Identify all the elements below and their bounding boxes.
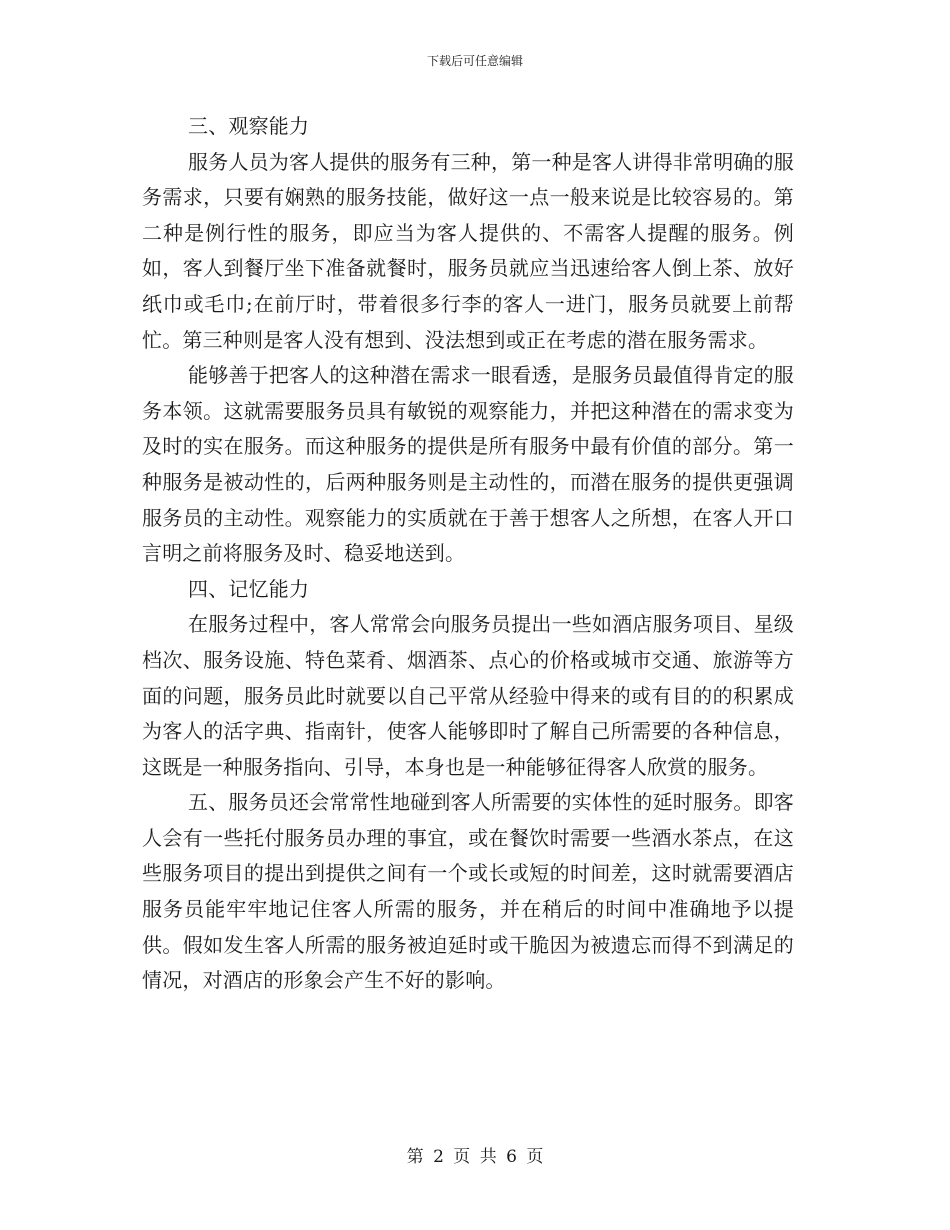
- document-body: [142, 109, 794, 999]
- page-number-footer: 第 2 页 共 6 页: [406, 1147, 544, 1167]
- paragraph: 五、服务员还会常常性地碰到客人所需要的实体性的延时服务。即客人会有一些托付服务员办理的事宜，或在餐饮时需要一些酒水茶点，在这些服务项目的提出到提供之间有一个或长或短的时间差，这时就需要酒店服务员能牢牢地记住客人所需的服务，并在稍后的时间中准确地予以提供。假如发生客人所需的服务被迫延时或干脆因为被遗忘而得不到满足的情况，对酒店的形象会产生不好的影响。: [142, 790, 794, 993]
- paragraph: 在服务过程中，客人常常会向服务员提出一些如酒店服务项目、星级档次、服务设施、特色菜肴、烟酒茶、点心的价格或城市交通、旅游等方面的问题，服务员此时就要以自己平常从经验中得来的或有目的的积累成为客人的活字典、指南针，使客人能够即时了解自己所需要的各种信息，这既是一种服务指向、引导，本身也是一种能够征得客人欣赏的服务。: [142, 612, 794, 779]
- section-heading-memory: 四、记忆能力: [188, 576, 310, 601]
- paragraph: 能够善于把客人的这种潜在需求一眼看透，是服务员最值得肯定的服务本领。这就需要服务员具有敏锐的观察能力，并把这种潜在的需求变为及时的实在服务。而这种服务的提供是所有服务中最有价值的部分。第一种服务是被动性的，后两种服务则是主动性的，而潜在服务的提供更强调服务员的主动性。观察能力的实质就在于善于想客人之所想，在客人开口言明之前将服务及时、稳妥地送到。: [142, 363, 794, 566]
- paragraph: 服务人员为客人提供的服务有三种，第一种是客人讲得非常明确的服务需求，只要有娴熟的服务技能，做好这一点一般来说是比较容易的。第二种是例行性的服务，即应当为客人提供的、不需客人提醒的服务。例如，客人到餐厅坐下准备就餐时，服务员就应当迅速给客人倒上茶、放好纸巾或毛巾;在前厅时，带着很多行李的客人一进门，服务员就要上前帮忙。第三种则是客人没有想到、没法想到或正在考虑的潜在服务需求。: [142, 149, 794, 352]
- section-heading-observation: 三、观察能力: [188, 114, 310, 138]
- page-header: 下载后可任意编辑: [426, 54, 523, 68]
